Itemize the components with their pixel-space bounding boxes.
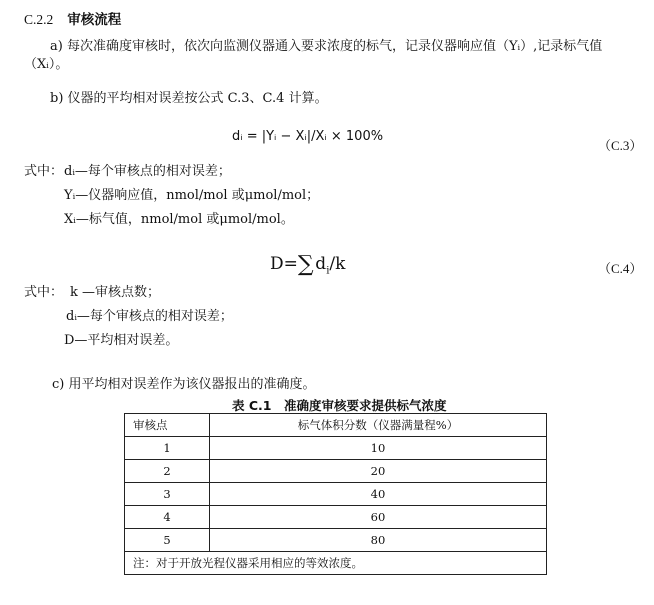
section-title: 审核流程 bbox=[67, 12, 122, 28]
table-row bbox=[125, 460, 547, 483]
cell-point: 4 bbox=[125, 506, 210, 529]
cell-point: 5 bbox=[125, 529, 210, 552]
cell-value: 40 bbox=[210, 483, 547, 506]
concentration-table bbox=[124, 413, 547, 575]
formula-c4-lhs: D= bbox=[270, 254, 298, 274]
formula-c4-d: d bbox=[315, 254, 327, 274]
header-audit-point: 审核点 bbox=[125, 414, 210, 437]
header-volume-fraction: 标气体积分数（仪器满量程%） bbox=[210, 414, 547, 437]
definition-xi: Xᵢ—标气值，nmol/mol 或μmol/mol。 bbox=[64, 212, 294, 227]
definition-di: dᵢ—每个审核点的相对误差； bbox=[64, 164, 231, 179]
where-label-1: 式中： bbox=[24, 164, 64, 179]
table-row bbox=[125, 437, 547, 460]
formula-c4-number: （C.4） bbox=[598, 261, 643, 276]
definition-k: k —审核点数； bbox=[70, 285, 161, 300]
where-label-2: 式中： bbox=[24, 285, 64, 300]
table-row bbox=[125, 483, 547, 506]
paragraph-a: a) 每次准确度审核时，依次向监测仪器通入要求浓度的标气，记录仪器响应值（Yᵢ）,记录标气值（Xᵢ）。 bbox=[24, 39, 603, 72]
cell-point: 2 bbox=[125, 460, 210, 483]
section-number: C.2.2 bbox=[24, 12, 54, 27]
sum-symbol: ∑ bbox=[297, 252, 314, 277]
cell-value: 80 bbox=[210, 529, 547, 552]
cell-value: 20 bbox=[210, 460, 547, 483]
paragraph-c: c) 用平均相对误差作为该仪器报出的准确度。 bbox=[52, 377, 316, 392]
table-caption: 表 C.1 准确度审核要求提供标气浓度 bbox=[232, 398, 447, 413]
cell-value: 10 bbox=[210, 437, 547, 460]
table-note-row bbox=[125, 552, 547, 575]
table-row bbox=[125, 529, 547, 552]
section-heading bbox=[24, 8, 121, 28]
table-header-row bbox=[125, 414, 547, 437]
formula-c4-subscript: i bbox=[326, 265, 330, 277]
cell-point: 3 bbox=[125, 483, 210, 506]
cell-value: 60 bbox=[210, 506, 547, 529]
formula-c4-rhs: /k bbox=[329, 254, 346, 274]
cell-point: 1 bbox=[125, 437, 210, 460]
table-row bbox=[125, 506, 547, 529]
paragraph-b: b) 仪器的平均相对误差按公式 C.3、C.4 计算。 bbox=[50, 91, 328, 106]
formula-c3-number: （C.3） bbox=[598, 138, 643, 153]
table-note: 注：对于开放光程仪器采用相应的等效浓度。 bbox=[125, 552, 547, 575]
formula-c3: dᵢ = |Yᵢ − Xᵢ|/Xᵢ × 100% bbox=[232, 129, 384, 144]
definition-d: D—平均相对误差。 bbox=[64, 333, 179, 348]
definition-di-2: dᵢ—每个审核点的相对误差； bbox=[66, 309, 233, 324]
formula-c4 bbox=[270, 250, 345, 276]
definition-yi: Yᵢ—仪器响应值，nmol/mol 或μmol/mol； bbox=[64, 188, 320, 203]
